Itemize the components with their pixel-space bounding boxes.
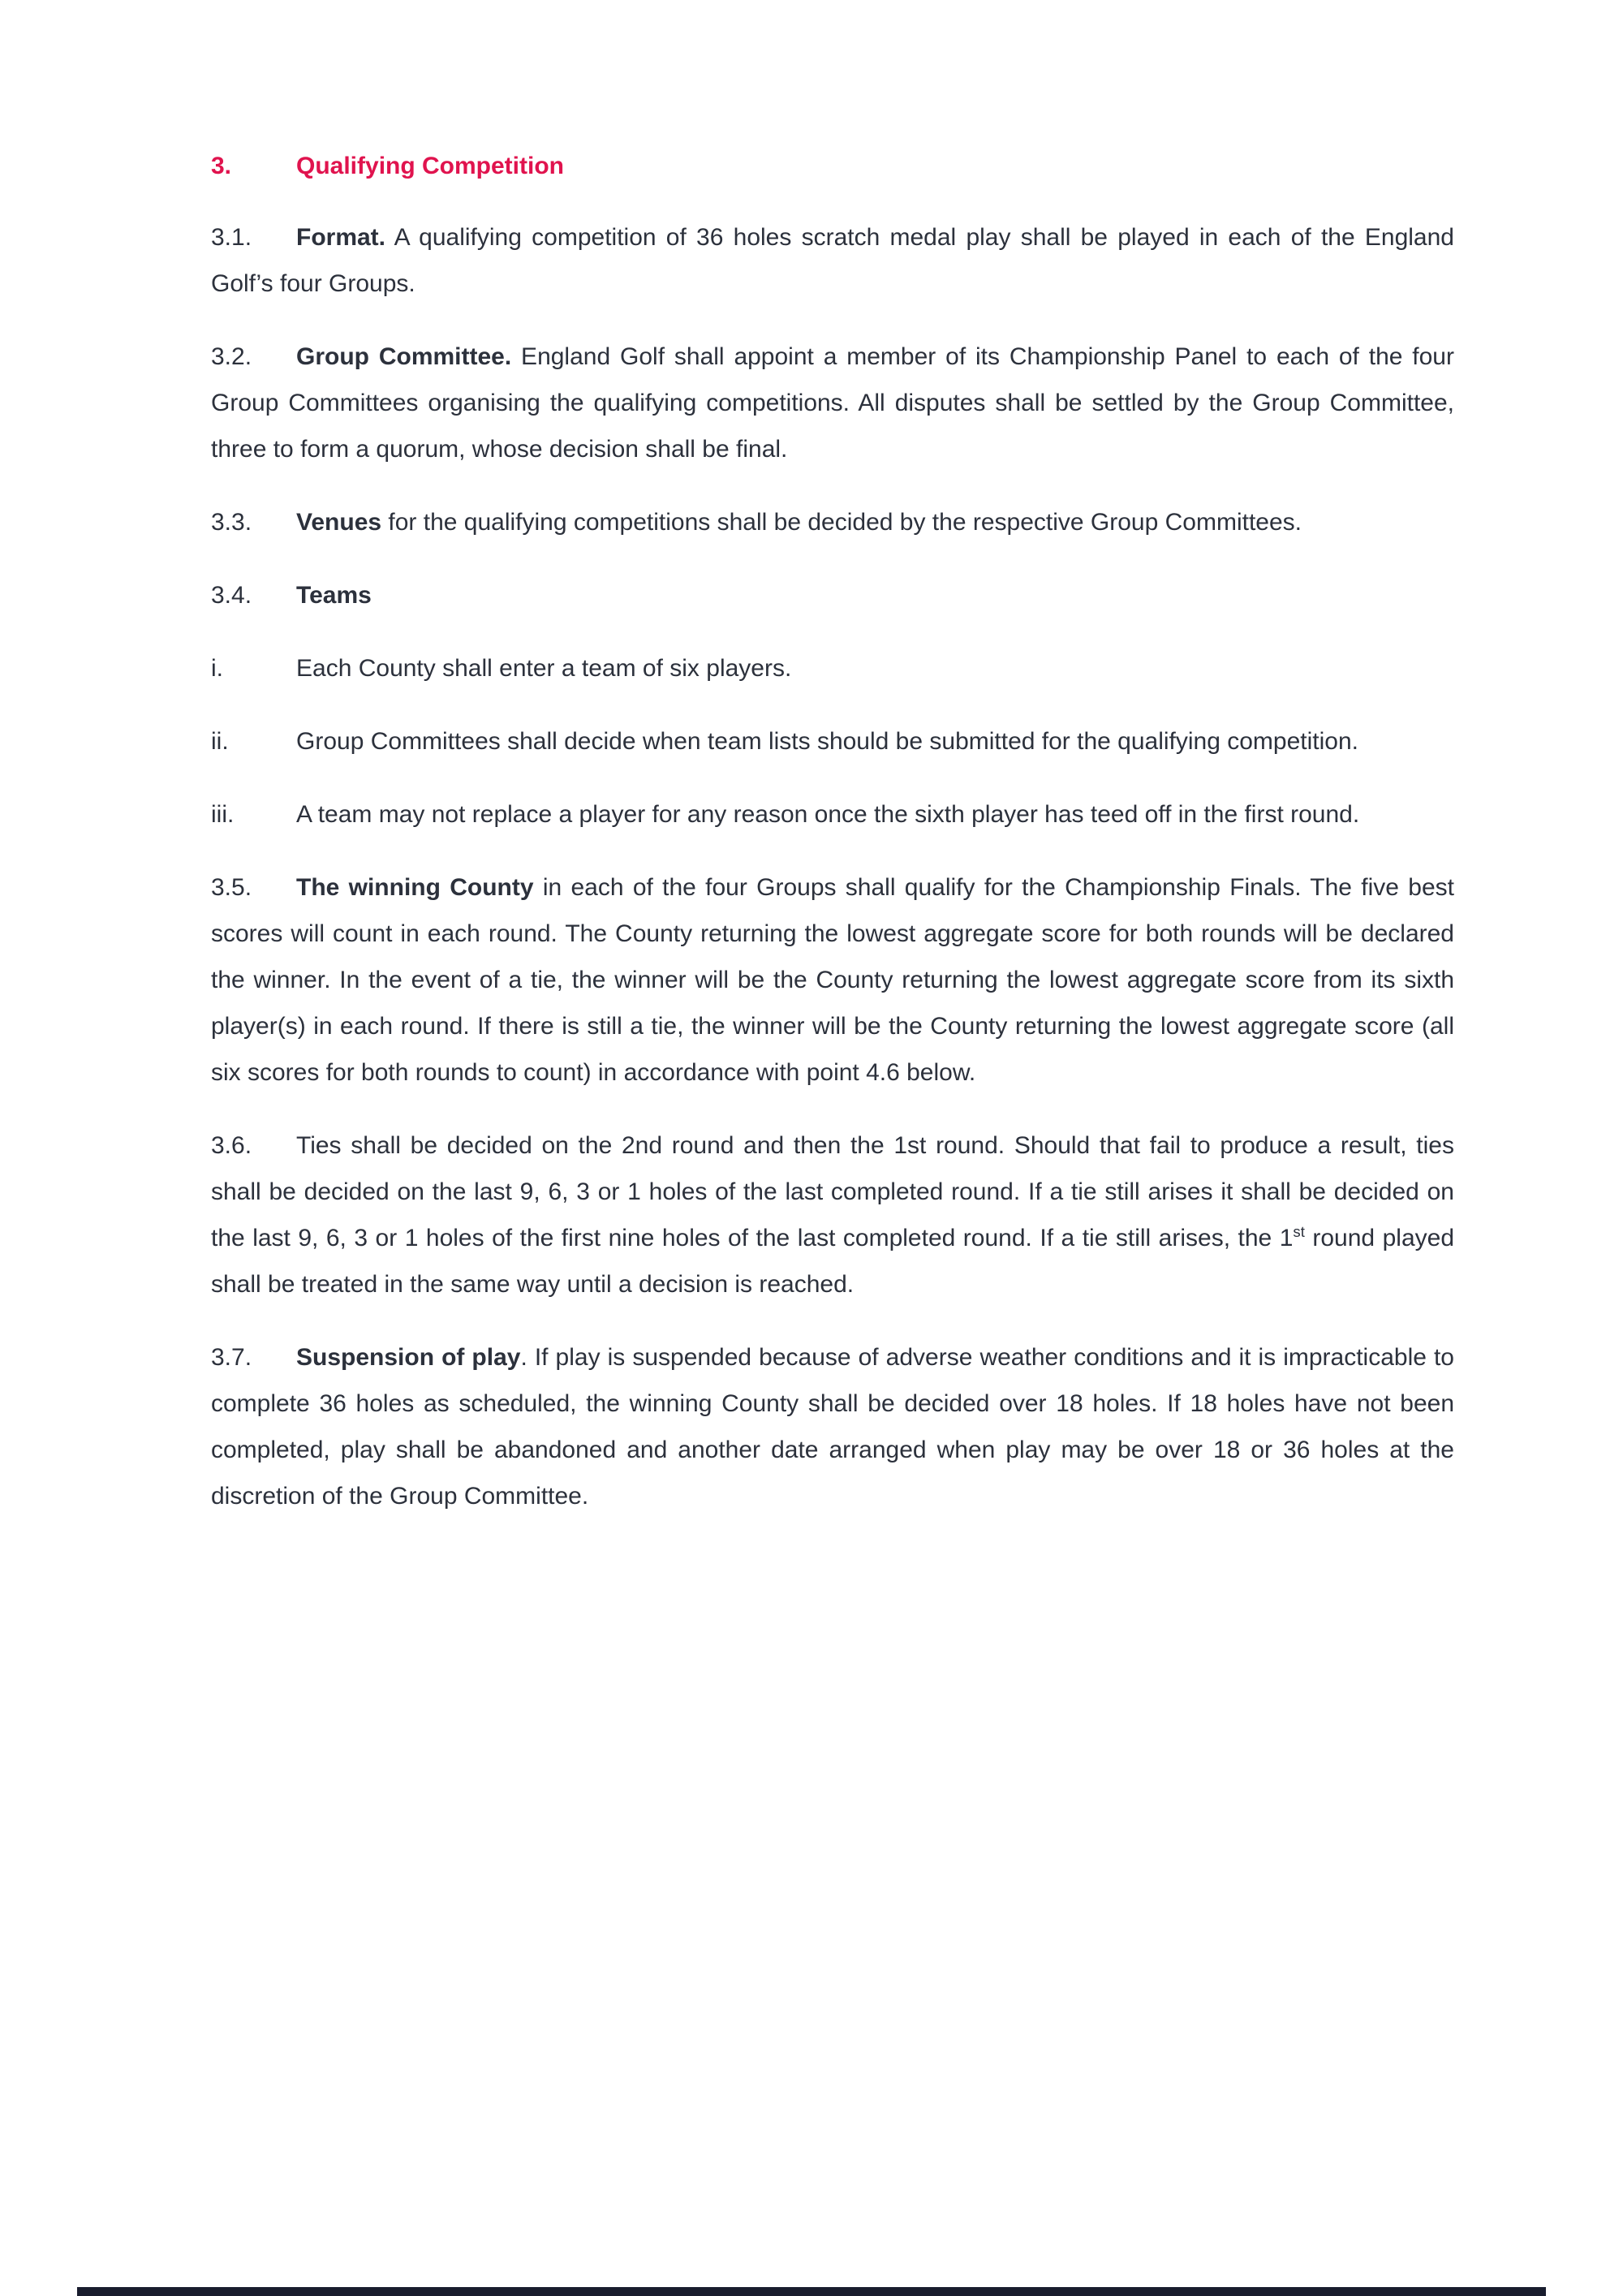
paragraph-lead-bold: Format. xyxy=(296,224,386,251)
list-item-text: A team may not replace a player for any reason once the sixth player has teed off in the first round. xyxy=(296,801,1360,828)
paragraph-number: 3.5. xyxy=(211,874,252,901)
paragraph-3-1 xyxy=(211,214,1454,307)
paragraph-number: 3.2. xyxy=(211,343,252,370)
paragraph-number: 3.3. xyxy=(211,509,252,536)
page-footer-bar xyxy=(77,2287,1546,2296)
list-item-i xyxy=(211,645,1454,691)
paragraph-lead-bold: Teams xyxy=(296,582,372,609)
paragraph-text: . If play is suspended because of adverse weather conditions and it is impracticable to complete 36 holes as scheduled, the winning County shall be decided over 18 holes. If 18 holes have not been completed, play shall be abandoned and another date arranged when play may be over 18 or 36 holes at the discretion of the Group Committee. xyxy=(211,1344,1454,1510)
paragraph-number: 3.4. xyxy=(211,582,252,609)
ordinal-superscript: st xyxy=(1293,1223,1305,1240)
paragraph-text: in each of the four Groups shall qualify for the Championship Finals. The five best scores will count in each round. The County returning the lowest aggregate score for both rounds will be declared the winner. In the event of a tie, the winner will be the County returning the lowest aggregate score from its sixth player(s) in each round. If there is still a tie, the winner will be the County returning the lowest aggregate score (all six scores for both rounds to count) in accordance with point 4.6 below. xyxy=(211,874,1454,1086)
list-item-number: i. xyxy=(211,655,223,682)
document-body xyxy=(211,143,1454,1546)
list-item-text: Group Committees shall decide when team lists should be submitted for the qualifying competition. xyxy=(296,728,1358,755)
list-item-iii xyxy=(211,791,1454,838)
section-title: Qualifying Competition xyxy=(296,153,564,179)
paragraph-lead-bold: The winning County xyxy=(296,874,534,901)
paragraph-lead-bold: Suspension of play xyxy=(296,1344,521,1371)
paragraph-text: Ties shall be decided on the 2nd round and then the 1st round. Should that fail to produce a result, ties shall be decided on the last 9, 6, 3 or 1 holes of the last completed round. If a tie still arises it shall be decided on the last 9, 6, 3 or 1 holes of the first nine holes of the last completed round. If a tie still arises, the 1 xyxy=(211,1132,1454,1251)
paragraph-3-6 xyxy=(211,1122,1454,1307)
section-heading xyxy=(211,143,1454,189)
section-number: 3. xyxy=(211,153,232,179)
paragraph-lead-bold: Group Committee. xyxy=(296,343,512,370)
paragraph-3-7 xyxy=(211,1334,1454,1519)
paragraph-lead-bold: Venues xyxy=(296,509,382,536)
paragraph-number: 3.1. xyxy=(211,224,252,251)
paragraph-3-4 xyxy=(211,572,1454,618)
paragraph-number: 3.7. xyxy=(211,1344,252,1371)
paragraph-3-3 xyxy=(211,499,1454,545)
paragraph-text: England Golf shall appoint a member of its Championship Panel to each of the four Group Committees organising the qualifying competitions. All disputes shall be settled by the Group Committee, three to form a quorum, whose decision shall be final. xyxy=(211,343,1454,463)
paragraph-text: for the qualifying competitions shall be decided by the respective Group Committees. xyxy=(381,509,1302,536)
list-item-text: Each County shall enter a team of six players. xyxy=(296,655,792,682)
paragraph-number: 3.6. xyxy=(211,1132,252,1159)
list-item-ii xyxy=(211,718,1454,765)
paragraph-3-5 xyxy=(211,864,1454,1096)
paragraph-text: A qualifying competition of 36 holes scratch medal play shall be played in each of the England Golf’s four Groups. xyxy=(211,224,1454,297)
paragraph-text-continued: round played shall be treated in the same way until a decision is reached. xyxy=(211,1225,1455,1298)
list-item-number: ii. xyxy=(211,728,229,755)
paragraph-3-2 xyxy=(211,334,1454,472)
list-item-number: iii. xyxy=(211,801,235,828)
